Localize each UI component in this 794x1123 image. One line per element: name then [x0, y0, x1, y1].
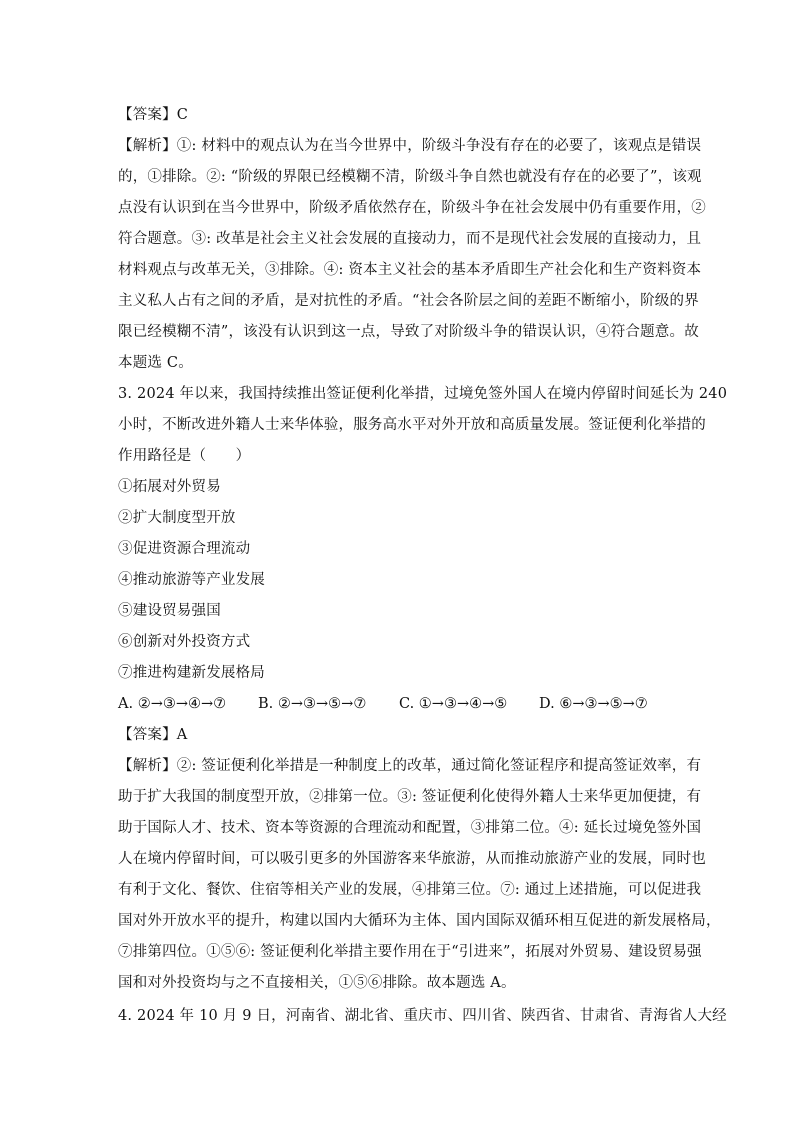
question-3-items — [118, 472, 678, 689]
analysis-line: 【解析】②: 签证便利化举措是一种制度上的改革，通过简化签证程序和提高签证效率，有 — [118, 758, 702, 774]
analysis-line: 【解析】①: 材料中的观点认为在当今世界中，阶级斗争没有存在的必要了，该观点是错误 — [118, 138, 702, 154]
question-stem-line: 3. 2024 年以来，我国持续推出签证便利化举措，过境免签外国人在境内停留时间延长为 240 — [118, 386, 728, 402]
option-a: A. ②→③→④→⑦ — [118, 696, 227, 712]
option-c: C. ①→③→④→⑤ — [399, 696, 508, 712]
analysis-line: 限已经模糊不清”，该没有认识到这一点，导致了对阶级斗争的错误认识，④符合题意。故 — [118, 324, 699, 340]
analysis-line: 国对外开放水平的提升，构建以国内大循环为主体、国内国际双循环相互促进的新发展格局， — [118, 913, 721, 929]
analysis-line: 材料观点与改革无关，③排除。④: 资本主义社会的基本矛盾即生产社会化和生产资料资本 — [118, 262, 702, 278]
list-item: ⑦推进构建新发展格局 — [118, 665, 265, 681]
analysis-line: ⑦排第四位。①⑤⑥: 签证便利化举措主要作用在于“引进来”，拓展对外贸易、建设贸易强 — [118, 944, 702, 960]
page-content — [118, 100, 728, 1032]
analysis-line: 助于国际人才、技术、资本等资源的合理流动和配置，③排第二位。④: 延长过境免签外国 — [118, 820, 702, 836]
analysis-line: 人在境内停留时间，可以吸引更多的外国游客来华旅游，从而推动旅游产业的发展，同时也 — [118, 851, 706, 867]
list-item: ①拓展对外贸易 — [118, 479, 221, 495]
question-stem-line: 小时，不断改进外籍人士来华体验，服务高水平对外开放和高质量发展。签证便利化举措的 — [118, 417, 706, 433]
list-item: ②扩大制度型开放 — [118, 510, 236, 526]
question-3-options — [118, 689, 678, 720]
question-stem-line: 作用路径是（ ） — [118, 448, 251, 464]
list-item: ④推动旅游等产业发展 — [118, 572, 265, 588]
analysis-line: 主义私人占有之间的矛盾，是对抗性的矛盾。“社会各阶层之间的差距不断缩小，阶级的界 — [118, 293, 699, 309]
analysis-line: 本题选 C。 — [118, 355, 193, 371]
list-item: ⑤建设贸易强国 — [118, 603, 221, 619]
analysis-line: 国和对外投资均与之不直接相关，①⑤⑥排除。故本题选 A。 — [118, 975, 516, 991]
analysis-q2 — [118, 131, 706, 379]
option-b: B. ②→③→⑤→⑦ — [258, 696, 367, 712]
list-item: ③促进资源合理流动 — [118, 541, 251, 557]
list-item: ⑥创新对外投资方式 — [118, 634, 251, 650]
analysis-line: 点没有认识到在当今世界中，阶级矛盾依然存在，阶级斗争在社会发展中仍有重要作用，② — [118, 200, 706, 216]
analysis-q3 — [118, 751, 721, 999]
answer-label-q2: 【答案】C — [118, 107, 189, 123]
question-3 — [118, 379, 728, 472]
analysis-line: 符合题意。③: 改革是社会主义社会发展的直接动力，而不是现代社会发展的直接动力，且 — [118, 231, 702, 247]
analysis-line: 有利于文化、餐饮、住宿等相关产业的发展，④排第三位。⑦: 通过上述措施，可以促进我 — [118, 882, 702, 898]
analysis-line: 的，①排除。②: “阶级的界限已经模糊不清，阶级斗争自然也就没有存在的必要了”，该观 — [118, 169, 702, 185]
option-d: D. ⑥→③→⑤→⑦ — [539, 696, 648, 712]
question-4-stem: 4. 2024 年 10 月 9 日，河南省、湖北省、重庆市、四川省、陕西省、甘肃省、青海省人大经 — [118, 1008, 727, 1024]
answer-label-q3: 【答案】A — [118, 727, 188, 743]
analysis-line: 助于扩大我国的制度型开放，②排第一位。③: 签证便利化使得外籍人士来华更加便捷，有 — [118, 789, 702, 805]
